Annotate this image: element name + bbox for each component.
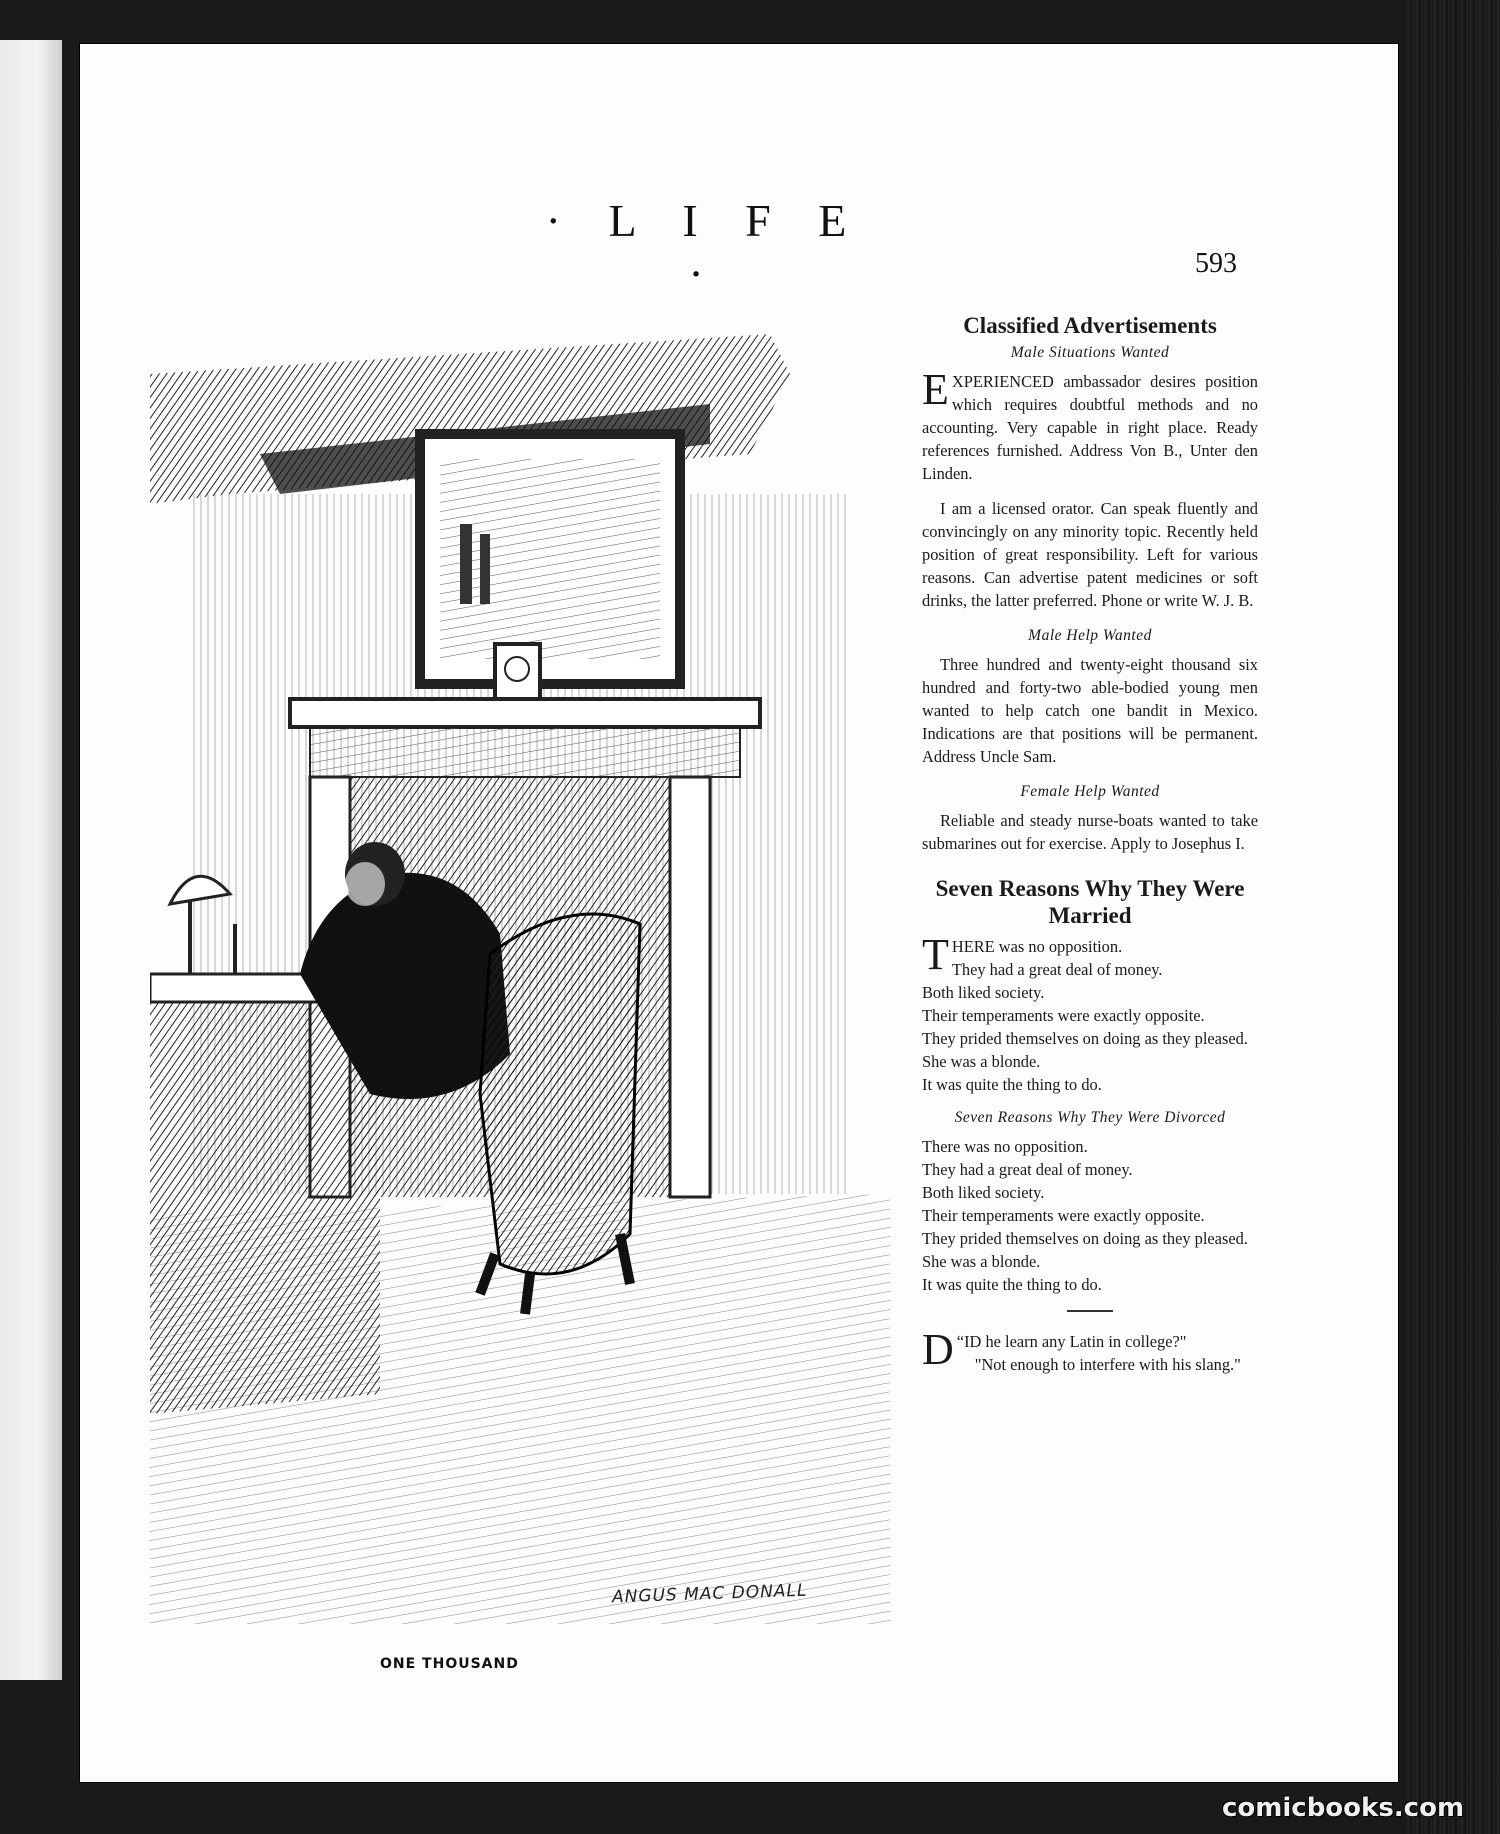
mantel-shelf	[290, 699, 760, 727]
divorced-reason: Both liked society.	[922, 1183, 1045, 1202]
divorced-reason: They prided themselves on doing as they pleased.	[922, 1229, 1248, 1248]
married-reasons	[922, 930, 1258, 1096]
ad-nurse-boats: Reliable and steady nurse-boats wanted to take submarines out for exercise. Apply to Josephus I.	[922, 811, 1258, 853]
masthead: · L I F E ·	[545, 195, 865, 299]
male-situations-heading: Male Situations Wanted	[1010, 344, 1170, 361]
illustration-caption: ONE THOUSAND	[380, 1656, 519, 1672]
married-reason: She was a blonde.	[922, 1052, 1041, 1071]
text-column	[922, 312, 1258, 1388]
ad-uncle-sam: Three hundred and twenty-eight thousand six hundred and forty-two able-bodied young men wanted to help catch one bandit in Mexico. Indications are that positions will be permanent. Address Uncle Sam.	[922, 655, 1258, 766]
ad-orator: I am a licensed orator. Can speak fluently and convincingly on any minority topic. Recently held position of great responsibility. Left for various reasons. Can advertise patent medicines or soft drinks, the latter preferred. Phone or write W. J. B.	[922, 499, 1258, 610]
married-reason: They had a great deal of money.	[951, 960, 1163, 979]
married-reason: It was quite the thing to do.	[922, 1075, 1102, 1094]
armchair	[480, 914, 640, 1274]
artist-signature: ANGUS MAC DONALL	[611, 1580, 808, 1608]
divorced-reason: Their temperaments were exactly opposite.	[922, 1206, 1205, 1225]
joke-question: ID he learn any Latin in college?"	[964, 1332, 1187, 1351]
married-reason: Both liked society.	[922, 983, 1045, 1002]
magazine-page	[80, 44, 1398, 1782]
dropcap-t: T	[922, 930, 949, 979]
married-reason: They prided themselves on doing as they pleased.	[922, 1029, 1248, 1048]
married-reason: THERE was no opposition.	[922, 930, 1123, 979]
married-reason: Their temperaments were exactly opposite.	[922, 1006, 1205, 1025]
ad-ambassador	[922, 365, 1258, 485]
divorced-reason: They had a great deal of money.	[922, 1160, 1133, 1179]
ad-ambassador-text: XPERIENCED ambassador desires position which requires doubtful methods and no accounting. Very capable in right place. Ready references furnished. Address Von B., Unter den Linden.	[922, 372, 1258, 483]
watermark-logo: comicbooks.com	[1222, 1793, 1465, 1823]
dropcap-d: D	[922, 1325, 954, 1374]
illustration-man-at-desk	[150, 334, 890, 1624]
scanner-border	[1405, 0, 1500, 1834]
married-title: Seven Reasons Why They Were Married	[935, 876, 1245, 928]
divorced-reason: There was no opposition.	[922, 1137, 1088, 1156]
classified-title: Classified Advertisements	[963, 313, 1217, 338]
divorced-reasons	[922, 1135, 1258, 1296]
latin-joke: “ D ID he learn any Latin in college?" "Not enough to interfere with his slang."	[922, 1325, 1241, 1374]
divorced-reason: She was a blonde.	[922, 1252, 1041, 1271]
male-help-heading: Male Help Wanted	[1028, 627, 1152, 644]
previous-page-edge	[0, 40, 62, 1680]
female-help-heading: Female Help Wanted	[1020, 783, 1160, 800]
divorced-heading: Seven Reasons Why They Were Divorced	[954, 1109, 1226, 1126]
page-number: 593	[1195, 248, 1237, 279]
divorced-reason: It was quite the thing to do.	[922, 1275, 1102, 1294]
painting-city-scene	[440, 459, 660, 659]
joke-answer: "Not enough to interfere with his slang."	[974, 1355, 1241, 1374]
dropcap-e: E	[922, 365, 949, 414]
section-divider	[1067, 1310, 1113, 1312]
